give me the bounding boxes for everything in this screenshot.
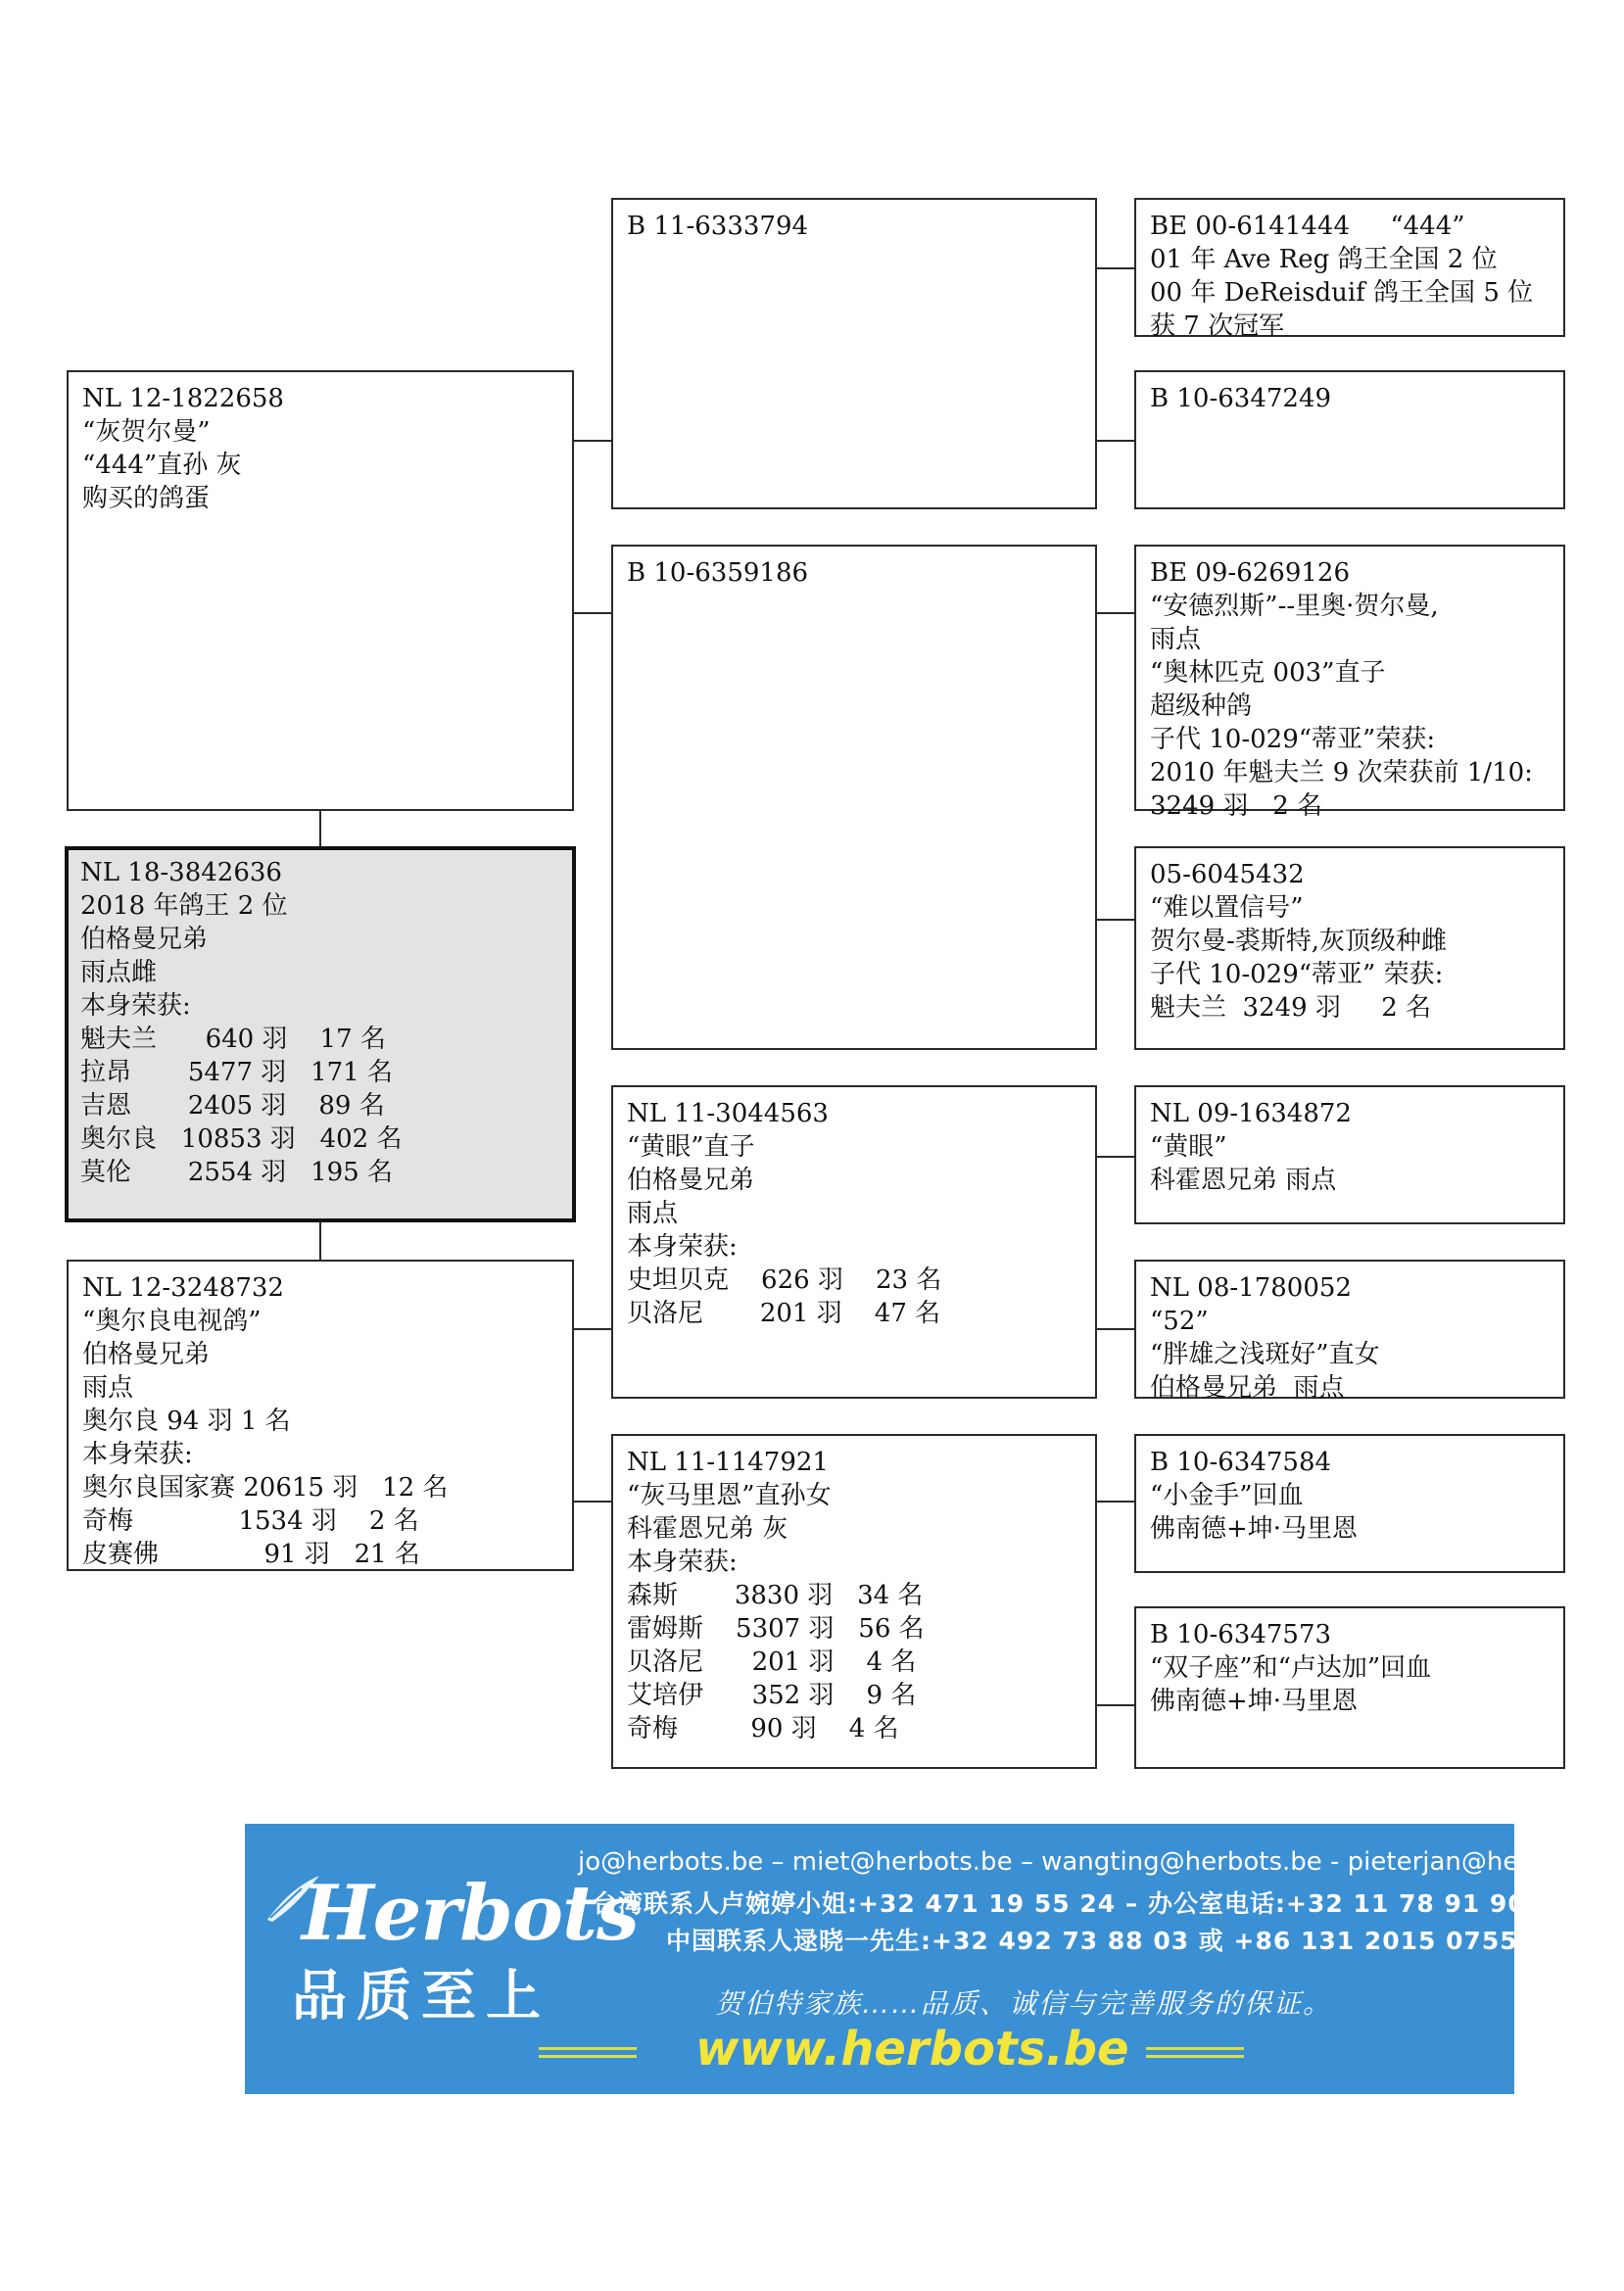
connector bbox=[319, 809, 321, 848]
herbots-logo bbox=[263, 1861, 639, 1959]
connector bbox=[1095, 1501, 1136, 1503]
dd-sire-box: B 10-6347584 “小金手”回血 佛南德+坤·马里恩 bbox=[1134, 1434, 1565, 1573]
divider bbox=[1146, 2055, 1244, 2058]
connector bbox=[1095, 919, 1136, 921]
connector bbox=[1095, 1704, 1136, 1706]
ss-sire-box: BE 00-6141444 “444” 01 年 Ave Reg 鸽王全国 2 位 00 年 DeReisduif 鸽王全国 5 位 获 7 次冠军 bbox=[1134, 198, 1565, 337]
china-contact: 中国联系人逯晓一先生:+32 492 73 88 03 或 +86 131 2015 0755 bbox=[666, 1927, 1518, 1955]
herbots-banner bbox=[245, 1824, 1624, 2094]
divider bbox=[539, 2055, 637, 2058]
dam-sire-box: NL 11-3044563 “黄眼”直子 伯格曼兄弟 雨点 本身荣获: 史坦贝克 626 羽 23 名 贝洛尼 201 羽 47 名 bbox=[611, 1085, 1097, 1399]
dam-box: NL 12-3248732 “奥尔良电视鸽” 伯格曼兄弟 雨点 奥尔良 94 羽 1 名 本身荣获: 奥尔良国家赛 20615 羽 12 名 奇梅 1534 羽 2 名 皮赛佛 91 羽 21 名 bbox=[67, 1260, 574, 1571]
connector bbox=[1095, 1156, 1136, 1158]
connector bbox=[572, 612, 613, 614]
slogan: 品质至上 bbox=[292, 1965, 550, 2028]
email-line: jo@herbots.be – miet@herbots.be – wangting@herbots.be - pieterjan@herbots.be bbox=[578, 1847, 1624, 1877]
connector bbox=[572, 1328, 613, 1330]
dd-dam-box: B 10-6347573 “双子座”和“卢达加”回血 佛南德+坤·马里恩 bbox=[1134, 1606, 1565, 1769]
ss-dam-box: B 10-6347249 bbox=[1134, 370, 1565, 509]
ds-dam-box: NL 08-1780052 “52” “胖雄之浅斑好”直女 伯格曼兄弟 雨点 bbox=[1134, 1260, 1565, 1399]
connector bbox=[1095, 267, 1136, 269]
dam-dam-box: NL 11-1147921 “灰马里恩”直孙女 科霍恩兄弟 灰 本身荣获: 森斯 3830 羽 34 名 雷姆斯 5307 羽 56 名 贝洛尼 201 羽 4 名 艾培伊 352 羽 9 名 奇梅 90 羽 4 名 bbox=[611, 1434, 1097, 1769]
connector bbox=[572, 1501, 613, 1503]
divider bbox=[539, 2047, 637, 2050]
sire-dam-box: B 10-6359186 bbox=[611, 545, 1097, 1050]
logo-text: Herbots bbox=[302, 1869, 639, 1958]
taiwan-contact: 台湾联系人卢婉婷小姐:+32 471 19 55 24 – 办公室电话:+32 11 78 91 90 bbox=[593, 1889, 1526, 1918]
sd-dam-box: 05-6045432 “难以置信号” 贺尔曼-裘斯特,灰顶级种雌 子代 10-029“蒂亚” 荣获: 魁夫兰 3249 羽 2 名 bbox=[1134, 846, 1565, 1050]
connector bbox=[1095, 440, 1136, 442]
sire-sire-box: B 11-6333794 bbox=[611, 198, 1097, 509]
subject-box: NL 18-3842636 2018 年鸽王 2 位 伯格曼兄弟 雨点雌 本身荣获: 魁夫兰 640 羽 17 名 拉昂 5477 羽 171 名 吉恩 2405 羽 89 名 奥尔良 10853 羽 402 名 莫伦 2554 羽 195 名 bbox=[65, 846, 576, 1222]
sd-sire-box: BE 09-6269126 “安德烈斯”--里奥·贺尔曼, 雨点 “奥林匹克 003”直子 超级种鸽 子代 10-029“蒂亚”荣获: 2010 年魁夫兰 9 次荣获前 1/10: 3249 羽 2 名 bbox=[1134, 545, 1565, 811]
connector bbox=[319, 1220, 321, 1260]
connector bbox=[572, 440, 613, 442]
website-link[interactable]: www.herbots.be bbox=[695, 2022, 1129, 2076]
ds-sire-box: NL 09-1634872 “黄眼” 科霍恩兄弟 雨点 bbox=[1134, 1085, 1565, 1224]
connector bbox=[1095, 612, 1136, 614]
tagline: 贺伯特家族……品质、诚信与完善服务的保证。 bbox=[715, 1987, 1333, 2020]
divider bbox=[1146, 2047, 1244, 2050]
connector bbox=[1095, 1328, 1136, 1330]
sire-box: NL 12-1822658 “灰贺尔曼” “444”直孙 灰 购买的鸽蛋 bbox=[67, 370, 574, 811]
